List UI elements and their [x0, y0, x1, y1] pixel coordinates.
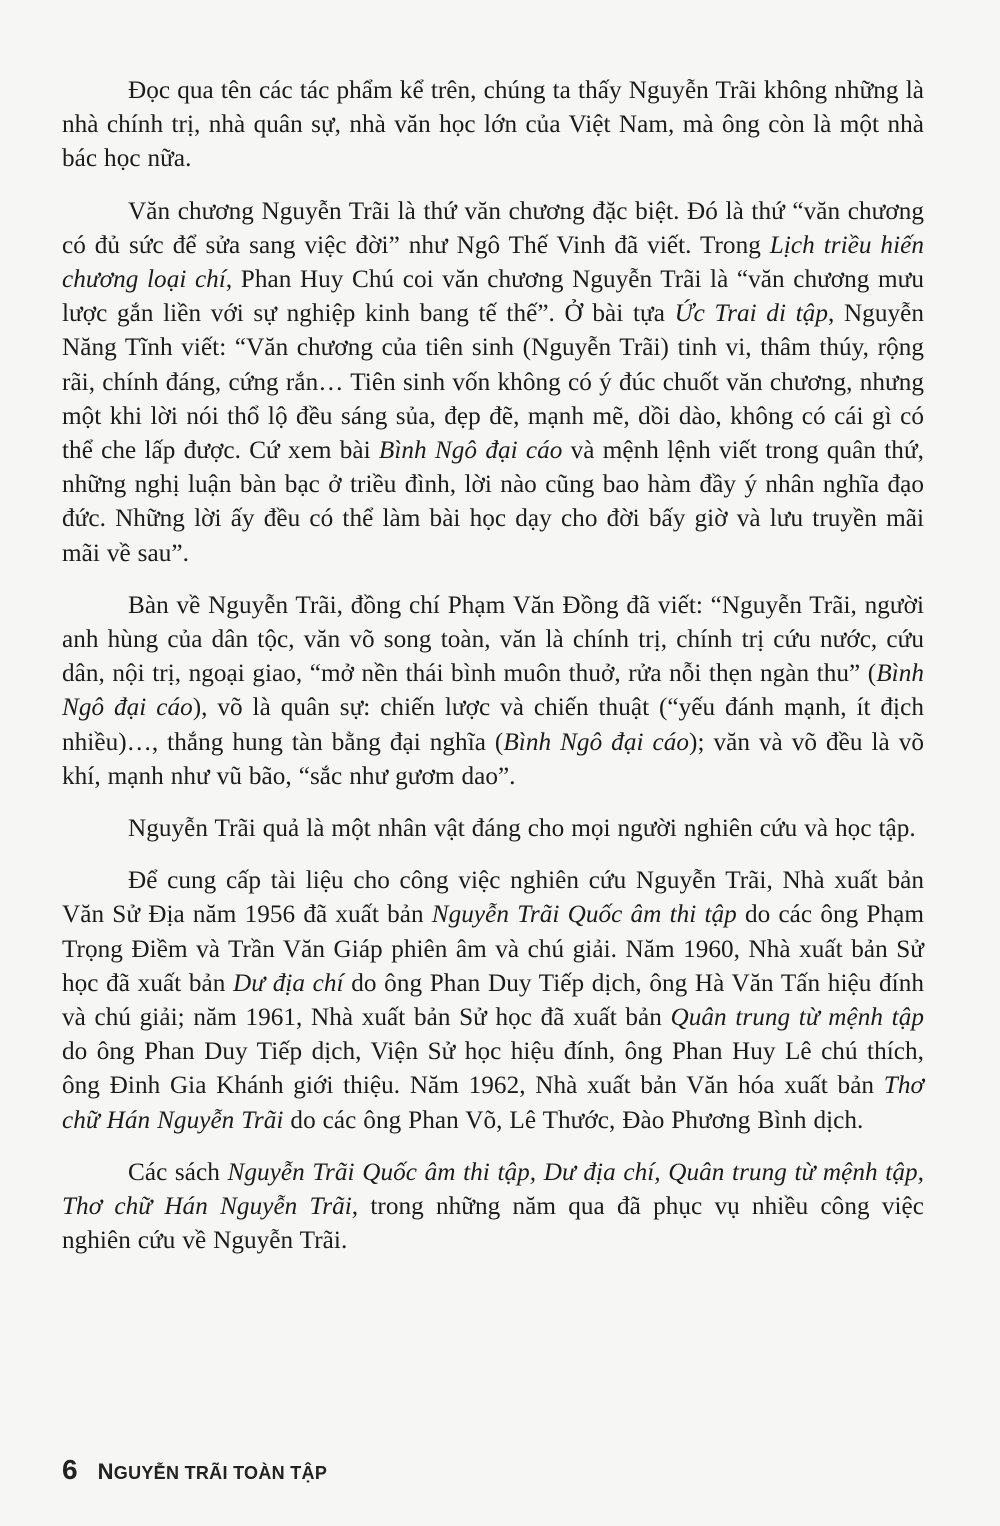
text-run: Đọc qua tên các tác phẩm kể trên, chúng ta thấy Nguyễn Trãi không những là nhà chính trị, nhà quân sự, nhà văn học lớn của Việt Nam, mà ông còn là một nhà bác học nữa. [62, 77, 924, 173]
italic-title-run: Bình Ngô đại cáo [378, 437, 563, 465]
text-run: , Nguyễn Năng Tĩnh viết: “Văn chương của tiên sinh (Nguyễn Trãi) tinh vi, thâm thúy, rộng rãi, chính đáng, cứng rắn… Tiên sinh vốn không có ý đúc chuốt văn chương, nhưng một khi lời nói thổ lộ đều sáng sủa, đẹp đẽ, mạnh mẽ, dồi dào, không có cái gì có thể che lấp được. Cứ xem bài [62, 300, 924, 465]
italic-title-run: Thơ chữ Hán Nguyễn Trãi [62, 1072, 924, 1134]
page-number: 6 [62, 1454, 78, 1485]
italic-title-run: Ức Trai di tập [674, 300, 828, 328]
paragraph-4 [62, 812, 924, 846]
text-run: trong những năm qua đã phục vụ nhiều công việc nghiên cứu về Nguyễn Trãi. [62, 1193, 924, 1255]
text-run: do ông Phan Duy Tiếp dịch, ông Hà Văn Tấn hiệu đính và chú giải; năm 1961, Nhà xuất bản Sử học đã xuất bản [62, 969, 924, 1032]
text-run: Để cung cấp tài liệu cho công việc nghiên cứu Nguyễn Trãi, Nhà xuất bản Văn Sử Địa năm 1956 đã xuất bản [62, 867, 924, 929]
page-body [62, 74, 924, 1277]
text-run: và mệnh lệnh viết trong quân thứ, những nghị luận bàn bạc ở triều đình, lời nào cũng bao hàm đầy ý nhân nghĩa đạo đức. Những lời ấy đều có thể làm bài học dạy cho đời bấy giờ và lưu truyền mãi mãi về sau”. [62, 437, 924, 567]
italic-title-run: Dư địa chí [233, 969, 344, 997]
italic-title-run: Quân trung từ mệnh tập [670, 1004, 925, 1032]
italic-title-run: Bình Ngô đại cáo [62, 660, 924, 722]
text-run: Nguyễn Trãi quả là một nhân vật đáng cho mọi người nghiên cứu và học tập. [128, 815, 916, 843]
paragraph-2 [62, 195, 924, 571]
text-run: Văn chương Nguyễn Trãi là thứ văn chương đặc biệt. Đó là thứ “văn chương có đủ sức để sửa sang việc đời” như Ngô Thế Vinh đã viết. Trong [62, 197, 924, 259]
paragraph-6 [62, 1156, 924, 1259]
text-run: ); văn và võ đều là võ khí, mạnh như vũ bão, “sắc như gươm dao”. [62, 728, 924, 790]
italic-title-run: Lịch triều hiến chương loại chí [62, 231, 924, 294]
text-run: ), võ là quân sự: chiến lược và chiến thuật (“yếu đánh mạnh, ít địch nhiều)…, thắng hung tàn bằng đại nghĩa ( [62, 694, 924, 756]
text-run: N [97, 1459, 114, 1484]
paragraph-1 [62, 74, 924, 177]
text-run: do các ông Phan Võ, Lê Thước, Đào Phương Bình dịch. [283, 1106, 864, 1134]
paragraph-3 [62, 589, 924, 794]
paragraph-5 [62, 864, 924, 1138]
italic-title-run: Nguyễn Trãi Quốc âm thi tập [431, 901, 737, 929]
text-run: , Phan Huy Chú coi văn chương Nguyễn Trãi là “văn chương mưu lược gắn liền với sự nghiệp kinh bang tế thế”. Ở bài tựa [62, 266, 924, 328]
italic-title-run: Nguyễn Trãi Quốc âm thi tập, Dư địa chí, Quân trung từ mệnh tập, Thơ chữ Hán Nguyễn Trãi, [62, 1158, 924, 1221]
page-footer [62, 1454, 327, 1486]
text-run: GUYỄN TRÃI TOÀN TẬP [113, 1463, 328, 1483]
running-title [98, 1459, 328, 1485]
text-run: Các sách [128, 1158, 228, 1186]
text-run: do các ông Phạm Trọng Điềm và Trần Văn Giáp phiên âm và chú giải. Năm 1960, Nhà xuất bản Sử học đã xuất bản [62, 901, 924, 997]
text-run: Bàn về Nguyễn Trãi, đồng chí Phạm Văn Đồng đã viết: “Nguyễn Trãi, người anh hùng của dân tộc, văn võ song toàn, văn là chính trị, chính trị cứu nước, cứu dân, nội trị, ngoại giao, “mở nền thái bình muôn thuở, rửa nỗi thẹn ngàn thu” ( [62, 591, 924, 688]
text-run: do ông Phan Duy Tiếp dịch, Viện Sử học hiệu đính, ông Phan Huy Lê chú thích, ông Đinh Gia Khánh giới thiệu. Năm 1962, Nhà xuất bản Văn hóa xuất bản [62, 1038, 924, 1100]
italic-title-run: Bình Ngô đại cáo [503, 728, 689, 756]
